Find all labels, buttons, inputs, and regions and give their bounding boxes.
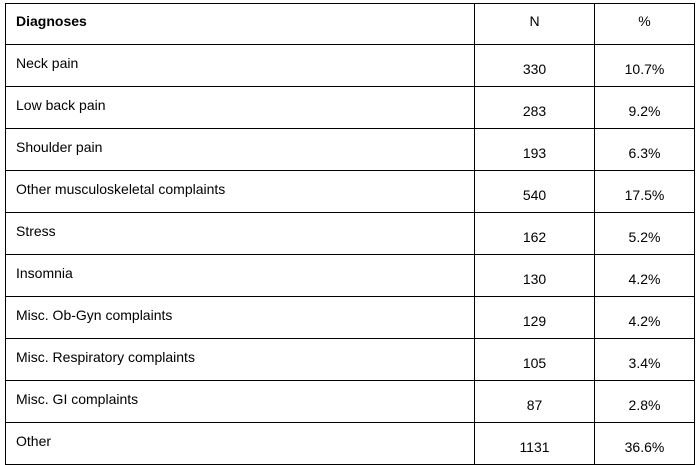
count-cell: 540	[475, 171, 595, 213]
diagnoses-table-container	[5, 3, 695, 465]
count-cell: 162	[475, 213, 595, 255]
table-row	[6, 297, 695, 339]
header-percent: %	[595, 4, 695, 45]
table-row	[6, 381, 695, 423]
table-row	[6, 255, 695, 297]
table-row	[6, 129, 695, 171]
percent-cell: 17.5%	[595, 171, 695, 213]
count-cell: 87	[475, 381, 595, 423]
count-cell: 130	[475, 255, 595, 297]
percent-cell: 36.6%	[595, 423, 695, 465]
percent-cell: 9.2%	[595, 87, 695, 129]
count-cell: 330	[475, 45, 595, 87]
diagnosis-cell: Misc. Respiratory complaints	[6, 339, 475, 381]
percent-cell: 2.8%	[595, 381, 695, 423]
percent-cell: 5.2%	[595, 213, 695, 255]
header-n: N	[475, 4, 595, 45]
count-cell: 193	[475, 129, 595, 171]
table-row	[6, 171, 695, 213]
count-cell: 105	[475, 339, 595, 381]
diagnosis-cell: Neck pain	[6, 45, 475, 87]
table-row	[6, 423, 695, 465]
header-diagnoses: Diagnoses	[6, 4, 475, 45]
diagnosis-cell: Low back pain	[6, 87, 475, 129]
diagnosis-cell: Other	[6, 423, 475, 465]
diagnosis-cell: Shoulder pain	[6, 129, 475, 171]
percent-cell: 4.2%	[595, 255, 695, 297]
percent-cell: 10.7%	[595, 45, 695, 87]
percent-cell: 6.3%	[595, 129, 695, 171]
percent-cell: 4.2%	[595, 297, 695, 339]
count-cell: 1131	[475, 423, 595, 465]
table-row	[6, 87, 695, 129]
table-row	[6, 339, 695, 381]
diagnoses-table	[5, 3, 695, 465]
diagnosis-cell: Other musculoskeletal complaints	[6, 171, 475, 213]
table-row	[6, 45, 695, 87]
count-cell: 283	[475, 87, 595, 129]
table-row	[6, 213, 695, 255]
percent-cell: 3.4%	[595, 339, 695, 381]
diagnosis-cell: Misc. Ob-Gyn complaints	[6, 297, 475, 339]
count-cell: 129	[475, 297, 595, 339]
diagnosis-cell: Misc. GI complaints	[6, 381, 475, 423]
diagnosis-cell: Insomnia	[6, 255, 475, 297]
table-header-row	[6, 4, 695, 45]
diagnosis-cell: Stress	[6, 213, 475, 255]
